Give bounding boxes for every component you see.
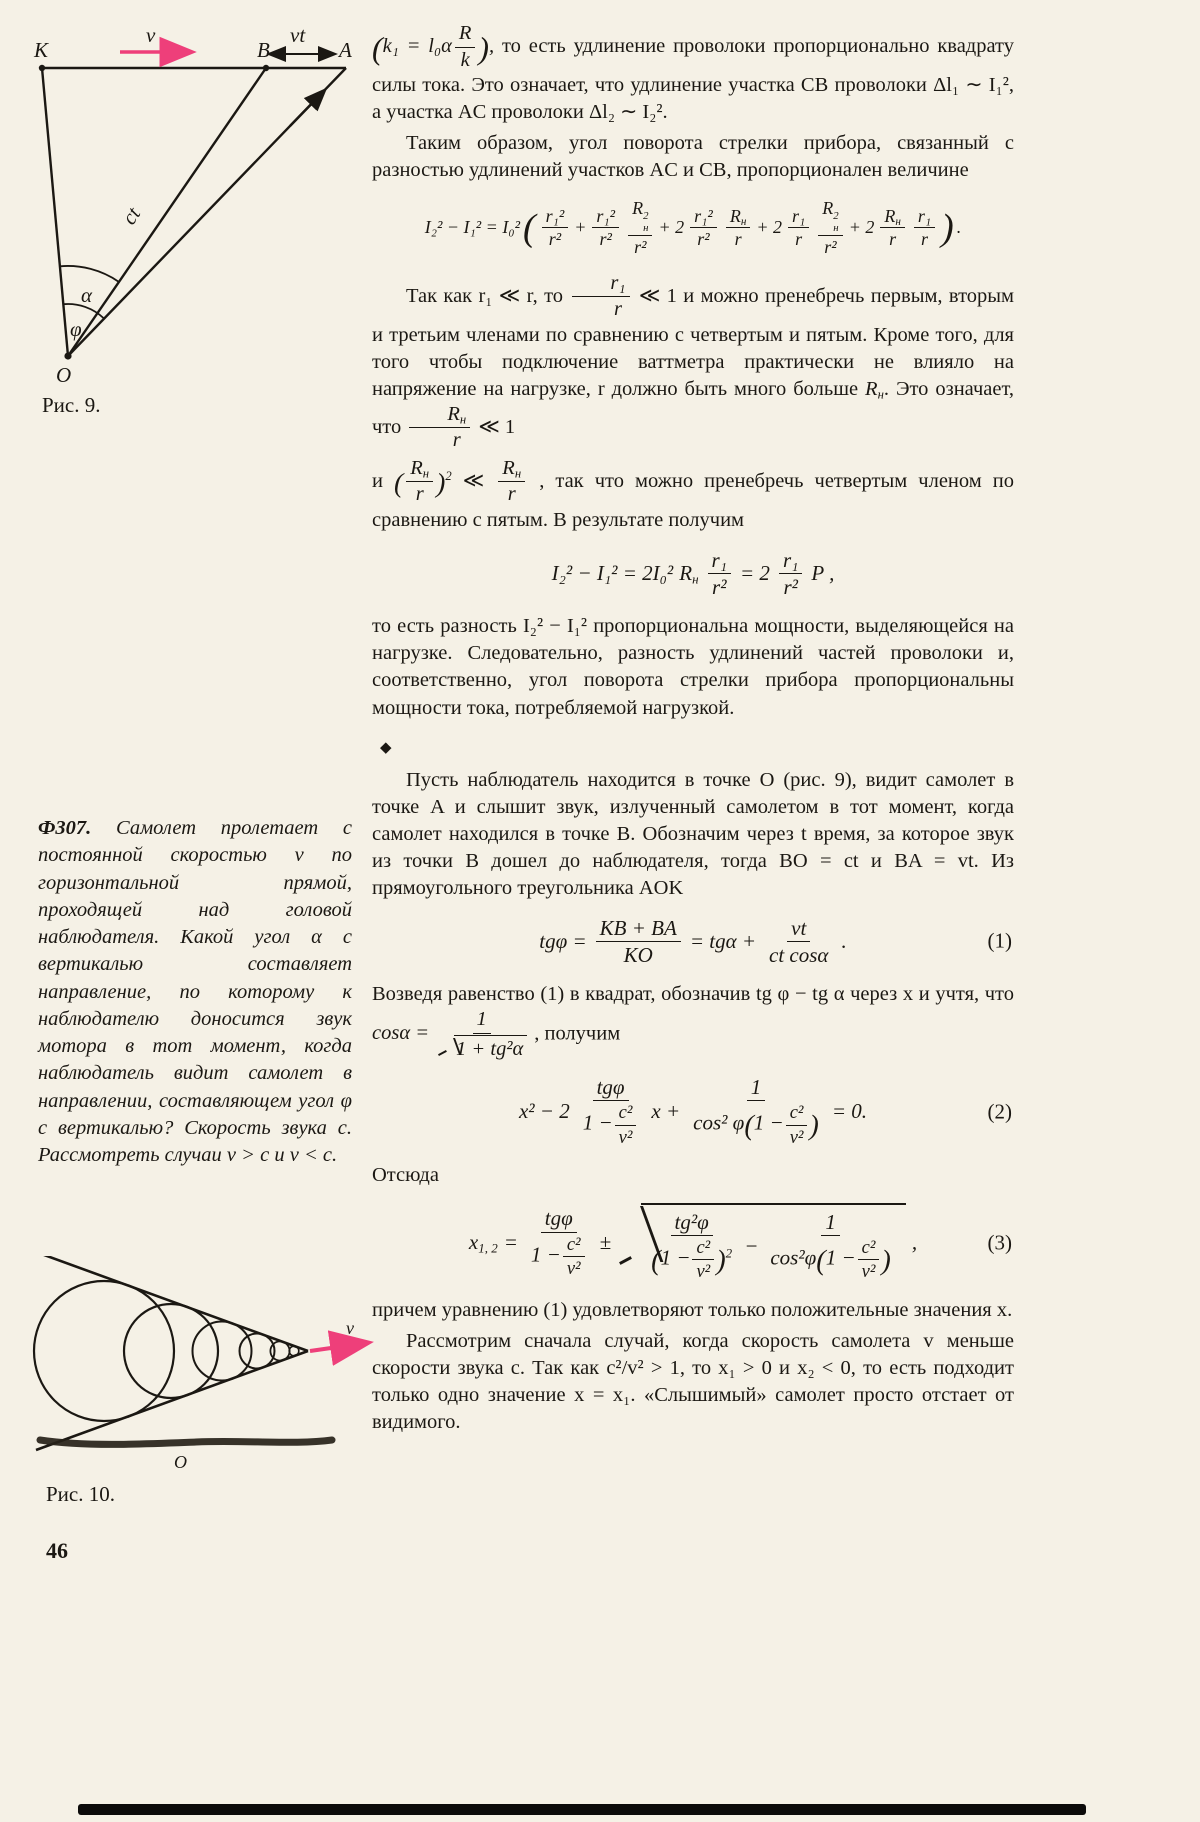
label-ct: ct bbox=[116, 202, 146, 229]
numerator: r₁² bbox=[542, 206, 569, 229]
paragraph-pointer-angle: Таким образом, угол поворота стрелки прибора, связанный с разностью удлинений участков AC и CB, пропорционален величине bbox=[372, 132, 1014, 182]
paragraph-neglect-fourth: и ( $\frac{R_н}{r}$ )$^2$ ≪ $\frac{R_н}{r}$ , так что можно пренебречь четвертым членом по сравнению с пятым. В результате получим bbox=[372, 456, 1015, 532]
fraction bbox=[708, 548, 731, 599]
fraction bbox=[914, 206, 935, 250]
figure-9 bbox=[28, 26, 363, 393]
paragraph-squaring: Возведя равенство (1) в квадрат, обозначив tg φ − tg α через x и учтя, что cosα = $\frac{1}{\text{1 + tg²α}}$ , получим bbox=[372, 983, 1014, 1060]
arc-alpha bbox=[60, 266, 119, 282]
numerator: tgφ bbox=[541, 1206, 577, 1232]
denominator: r² bbox=[599, 229, 612, 250]
numerator: $R_н$ bbox=[726, 206, 751, 229]
line-OK bbox=[42, 68, 68, 356]
line-OA-arrowhead bbox=[290, 91, 324, 126]
fraction bbox=[592, 206, 619, 250]
point-O bbox=[64, 352, 71, 359]
fraction bbox=[880, 206, 905, 250]
fraction bbox=[432, 1008, 531, 1061]
wavefront-circle-3 bbox=[193, 1322, 252, 1381]
fraction bbox=[579, 1075, 643, 1148]
numerator: r₁ bbox=[788, 206, 809, 229]
page-number: 46 bbox=[46, 1538, 68, 1563]
denominator: r bbox=[415, 483, 424, 506]
denominator: r² bbox=[634, 236, 647, 257]
numerator: tgφ bbox=[593, 1075, 629, 1101]
fraction bbox=[628, 198, 652, 257]
numerator: 1 bbox=[821, 1210, 840, 1236]
denominator: r² bbox=[712, 575, 727, 600]
label-v: v bbox=[146, 26, 156, 47]
figure-9-drawing bbox=[28, 26, 363, 388]
label-vt: vt bbox=[290, 26, 306, 47]
denominator: r bbox=[507, 483, 516, 506]
denominator: KO bbox=[623, 942, 653, 967]
denominator: 1 − $\frac{\text{c²}}{\text{v²}}$ bbox=[527, 1233, 591, 1280]
denominator: v² bbox=[696, 1261, 711, 1282]
denominator: r bbox=[734, 229, 742, 250]
wavefront-circle-2 bbox=[124, 1304, 218, 1398]
figure-9-caption: Рис. 9. bbox=[42, 393, 101, 417]
numerator: R 2 н bbox=[628, 198, 652, 236]
denominator: r² bbox=[783, 575, 798, 600]
fraction bbox=[527, 1206, 591, 1279]
figure-10-caption: Рис. 10. bbox=[46, 1482, 115, 1506]
label-B: B bbox=[257, 38, 270, 62]
numerator: r₁ bbox=[572, 272, 629, 298]
fraction bbox=[455, 22, 476, 72]
denominator: r² bbox=[548, 229, 562, 250]
fraction bbox=[766, 1210, 894, 1283]
numerator: $R_н$ bbox=[409, 403, 470, 429]
denominator: r bbox=[889, 229, 897, 250]
ground-line bbox=[40, 1440, 332, 1444]
denominator: cos² φ(1 − $\frac{\text{c²}}{\text{v²}}$ ) bbox=[693, 1102, 819, 1147]
numerator: R 2 н bbox=[818, 198, 842, 236]
radical: 1 + tg²α bbox=[438, 1035, 527, 1062]
fraction bbox=[647, 1210, 736, 1283]
fraction bbox=[563, 1234, 585, 1280]
fraction bbox=[690, 206, 717, 250]
scan-artifact-bar bbox=[78, 1804, 1086, 1815]
numerator: r₁ bbox=[914, 206, 935, 229]
paragraph-power-conclusion: то есть разность I₂² − I₁² пропорциональна мощности, выделяющейся на нагрузке. Следовательно, разность удлинений частей проволоки и, соответственно, угол поворота стрелки прибора пропорциональны мощности тока, потребляемой нагрузкой. bbox=[372, 615, 1014, 719]
problem-body: Самолет пролетает с постоянной скоростью v по горизонтальной прямой, проходящей над головой наблюдателя. Какой угол α с вертикалью составляет направление, по которому к наблюдателю доносится звук мотора в тот момент, когда наблюдатель видит самолет в направлении, составляющем угол φ с вертикалью? Скорость звука c. Рассмотреть случаи v > c и v < c. bbox=[38, 817, 352, 1166]
numerator: c² bbox=[563, 1234, 585, 1257]
wavefront-circle-4 bbox=[240, 1334, 275, 1369]
numerator: c² bbox=[858, 1237, 880, 1260]
denominator: r bbox=[452, 429, 461, 452]
fraction bbox=[572, 272, 629, 322]
fraction bbox=[409, 403, 470, 453]
numerator: 1 bbox=[473, 1008, 491, 1034]
fraction bbox=[786, 1102, 808, 1148]
fraction bbox=[765, 916, 832, 967]
equation-number-3: (3) bbox=[987, 1230, 1012, 1255]
radical: tg²φ (1 − $\frac{\text{c²}}{\text{v²}}$ )$^2$ − 1 cos²φ(1 − $\frac{\text{c²}}{\text{v²}}$ ) bbox=[619, 1203, 906, 1283]
fraction bbox=[498, 457, 525, 507]
denominator: r² bbox=[824, 236, 837, 257]
problem-text bbox=[38, 815, 352, 1169]
main-text-column bbox=[372, 22, 1014, 1440]
numerator: $R_н$ bbox=[880, 206, 905, 229]
denominator: v² bbox=[861, 1261, 876, 1282]
formula-eq1: tgφ = $\frac{KB + BA}{KO}$ = tgα + $\frac{vt}{\text{ct cosα}}$ . (1) bbox=[539, 915, 1012, 967]
numerator: KB + BA bbox=[596, 916, 681, 942]
denominator: r bbox=[795, 229, 803, 250]
denominator: r² bbox=[697, 229, 710, 250]
paragraph-subsonic-case: Рассмотрим сначала случай, когда скорость самолета v меньше скорости звука c. Так как c²/v² > 1, то x₁ > 0 и x₂ < 0, то есть подходит только одно значение x = x₁. «Слышимый» самолет просто отстает от видимого. bbox=[372, 1329, 1014, 1433]
fraction bbox=[858, 1237, 880, 1283]
fraction bbox=[542, 206, 569, 250]
formula-eq2: x² − 2 tgφ 1 − $\frac{\text{c²}}{\text{v²}}$ x + 1 cos² φ(1 − $\frac{\text{c²}}{\text{v²}}$ ) = 0. (2) bbox=[518, 1075, 1012, 1147]
wavefront-circle-1 bbox=[34, 1281, 174, 1421]
paragraph-neglect-terms: Так как r₁ ≪ r, то $\frac{\text{r₁}}{r}$ ≪ 1 и можно пренебречь первым, вторым и третьим членами по сравнению с четвертым и пятым. Кроме того, для того чтобы подключение ваттметра практически не влияло на напряжение на нагрузке, r должно быть много больше $R_н$. Это означает, что $\frac{R_н}{r}$ ≪ 1 bbox=[372, 271, 1015, 452]
fraction bbox=[615, 1102, 637, 1148]
section-separator-diamond: ◆ bbox=[380, 739, 392, 756]
denominator: v² bbox=[618, 1126, 633, 1147]
denominator: v² bbox=[789, 1126, 804, 1147]
velocity-arrow bbox=[310, 1343, 366, 1351]
numerator: $R_н$ bbox=[406, 457, 433, 483]
formula-current-difference: I₂² − I₁² = I₀² ( $\frac{\text{r₁²}}{\text{r²}}$ + $\frac{\text{r₁²}}{\text{r²}}$ R 2 н r² + 2 $\frac{\text{r₁²}}{\text{r²}}$ $\frac{R_н}{r}$ + 2 $\frac{\text{r₁}}{r}$ R 2 н r² + 2 $\frac{R_н}{r}$ $\frac{\text{r₁}}{r}$ ) . bbox=[424, 198, 962, 257]
numerator: $R_н$ bbox=[498, 457, 525, 483]
text-run: то есть удлинение проволоки пропорционально квадрату силы тока. Это означает, что удлинение участка CB проволоки Δl₁ ∼ I₁², а участка AC проволоки Δl₂ ∼ I₂². bbox=[372, 34, 1014, 124]
numerator: r₁² bbox=[690, 206, 717, 229]
numerator: vt bbox=[787, 916, 810, 942]
figure-10-drawing bbox=[26, 1256, 378, 1474]
denominator: (1 − $\frac{\text{c²}}{\text{v²}}$ )$^2$ bbox=[651, 1237, 733, 1282]
fraction bbox=[596, 916, 681, 967]
problem-f307 bbox=[38, 815, 352, 1173]
label-phi: φ bbox=[70, 317, 82, 341]
fraction bbox=[692, 1237, 714, 1283]
problem-label: Ф307. bbox=[38, 817, 92, 839]
numerator: R bbox=[455, 22, 476, 48]
paragraph-observer-setup: Пусть наблюдатель находится в точке O (рис. 9), видит самолет в точке A и слышит звук, излученный самолетом в тот момент, когда самолет находился в точке B. Обозначим через t время, за которое звук из точки B дошел до наблюдателя, тогда BO = ct и BA = vt. Из прямоугольного треугольника AOK bbox=[372, 768, 1014, 899]
fraction bbox=[779, 548, 802, 599]
formula-result-power: I₂² − I₁² = 2I₀² $R_н$ $\frac{\text{r₁}}{\text{r²}}$ = 2 $\frac{\text{r₁}}{\text{r²}}$ P , bbox=[551, 548, 835, 600]
paragraph-elongation bbox=[372, 22, 1014, 126]
figure-10 bbox=[26, 1256, 378, 1479]
formula-eq3: $x_{1, 2}$ = tgφ 1 − $\frac{\text{c²}}{\text{v²}}$ ± tg²φ (1 − $\frac{\text{c²}}{\text{v²}}$ )$^2$ − 1 cos²φ(1 − $\frac{\text{c²}}{\text{v²}}$ ) , (3) bbox=[372, 1203, 1014, 1283]
label-K: K bbox=[34, 38, 49, 62]
denominator: r bbox=[613, 298, 622, 321]
numerator: tg²φ bbox=[671, 1210, 713, 1236]
numerator: r₁ bbox=[708, 548, 731, 574]
numerator: 1 bbox=[747, 1075, 766, 1101]
numerator: c² bbox=[786, 1102, 808, 1125]
fraction bbox=[726, 206, 751, 250]
paragraph-hence: Отсюда bbox=[372, 1163, 439, 1186]
label-O: O bbox=[174, 1452, 187, 1472]
paragraph-positive-roots: причем уравнению (1) удовлетворяют только положительные значения x. bbox=[372, 1298, 1013, 1321]
label-v: v bbox=[346, 1318, 354, 1338]
numerator: r₁² bbox=[592, 206, 619, 229]
denominator bbox=[432, 1034, 531, 1062]
equation-number-1: (1) bbox=[987, 928, 1012, 953]
denominator: cos²φ(1 − $\frac{\text{c²}}{\text{v²}}$ ) bbox=[770, 1237, 891, 1282]
denominator: 1 − $\frac{\text{c²}}{\text{v²}}$ bbox=[579, 1101, 643, 1148]
numerator: r₁ bbox=[779, 548, 802, 574]
label-O: O bbox=[56, 363, 72, 387]
fraction bbox=[406, 457, 433, 507]
fraction bbox=[788, 206, 809, 250]
denominator: v² bbox=[566, 1257, 581, 1278]
numerator: c² bbox=[615, 1102, 637, 1125]
denominator: ct cosα bbox=[769, 942, 829, 967]
label-alpha: α bbox=[81, 283, 93, 307]
label-A: A bbox=[339, 38, 352, 62]
formula-cos-alpha: cosα = $\frac{1}{\text{1 + tg²α}}$ bbox=[372, 1022, 534, 1044]
numerator: c² bbox=[692, 1237, 714, 1260]
formula-k1: (k₁ = l₀α $\frac{R}{k}$ ), bbox=[372, 22, 495, 71]
fraction bbox=[689, 1075, 823, 1148]
denominator: k bbox=[460, 48, 470, 71]
denominator: r bbox=[921, 229, 929, 250]
equation-number-2: (2) bbox=[987, 1099, 1012, 1124]
fraction bbox=[818, 198, 842, 257]
